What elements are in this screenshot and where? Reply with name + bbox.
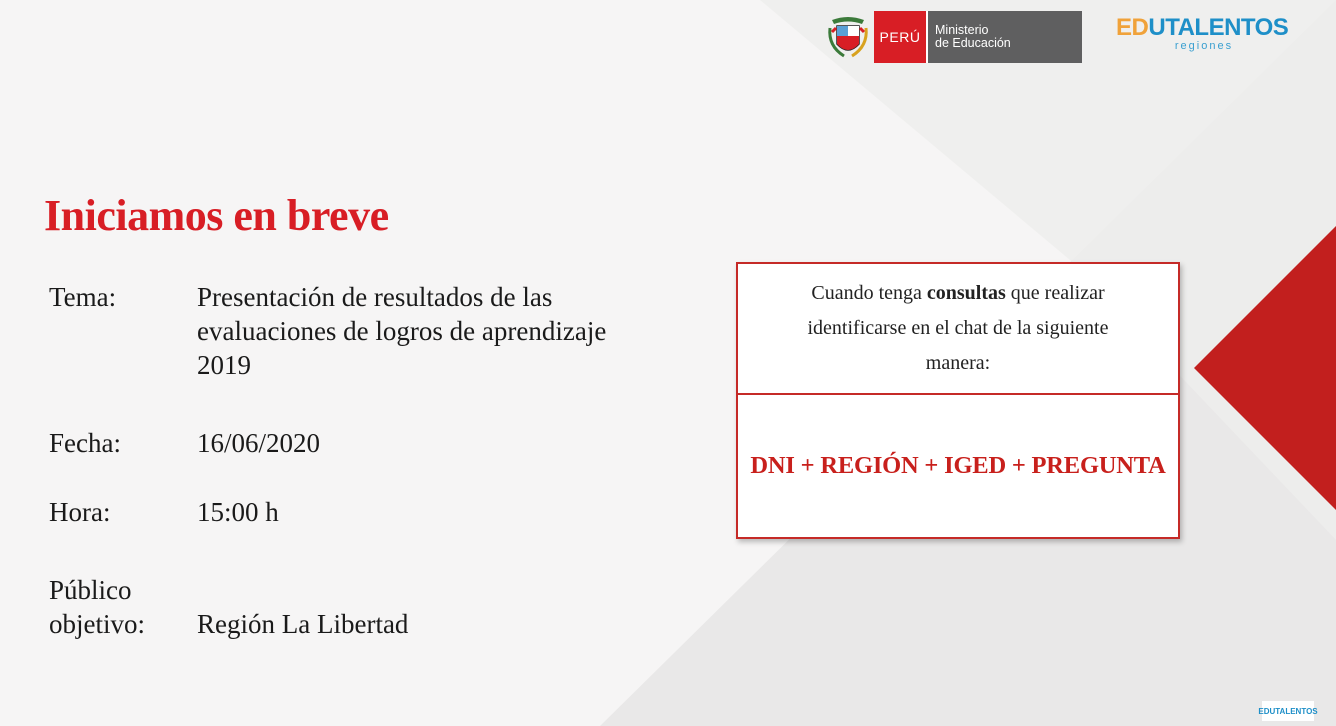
- publico-label-line-2: objetivo:: [49, 609, 145, 639]
- publico-label: [49, 573, 145, 641]
- edutalentos-brand-text: EDUTALENTOS: [1116, 14, 1289, 41]
- tema-line-1: Presentación de resultados de las: [197, 282, 553, 312]
- page-title: Iniciamos en breve: [44, 191, 389, 240]
- peru-coat-of-arms-logo: [826, 12, 870, 62]
- consultas-text-1: Cuando tenga: [811, 282, 927, 304]
- consultas-box: [736, 262, 1180, 539]
- edutalentos-logo: [1116, 14, 1289, 52]
- consultas-text-2: que realizar identificarse en el chat de la siguiente manera:: [807, 282, 1109, 374]
- tema-line-3: 2019: [197, 350, 251, 380]
- fecha-label: Fecha:: [49, 428, 121, 458]
- ministry-name: [926, 11, 1082, 63]
- ministerio-educacion-logo: [874, 11, 1082, 63]
- tema-line-2: evaluaciones de logros de aprendizaje: [197, 316, 607, 346]
- peru-label: PERÚ: [874, 11, 926, 63]
- tema-value: [197, 280, 697, 382]
- consultas-text-bold: consultas: [926, 282, 1006, 304]
- publico-value: Región La Libertad: [197, 609, 409, 639]
- fecha-value: 16/06/2020: [197, 428, 321, 458]
- hora-value: 15:00 h: [197, 497, 279, 527]
- hora-label: Hora:: [49, 497, 111, 527]
- ministry-line-1: Ministerio: [935, 23, 989, 37]
- edutalentos-watermark: EDUTALENTOS: [1262, 701, 1314, 721]
- tema-label: Tema:: [49, 282, 117, 312]
- edutalentos-brand: [1116, 14, 1289, 41]
- publico-label-line-1: Público: [49, 575, 132, 605]
- consultas-format: DNI + REGIÓN + IGED + PREGUNTA: [750, 452, 1166, 479]
- edutalentos-sub: regiones: [1174, 40, 1234, 52]
- ministry-line-2: de Educación: [935, 36, 1011, 50]
- consultas-instructions: [738, 264, 1178, 395]
